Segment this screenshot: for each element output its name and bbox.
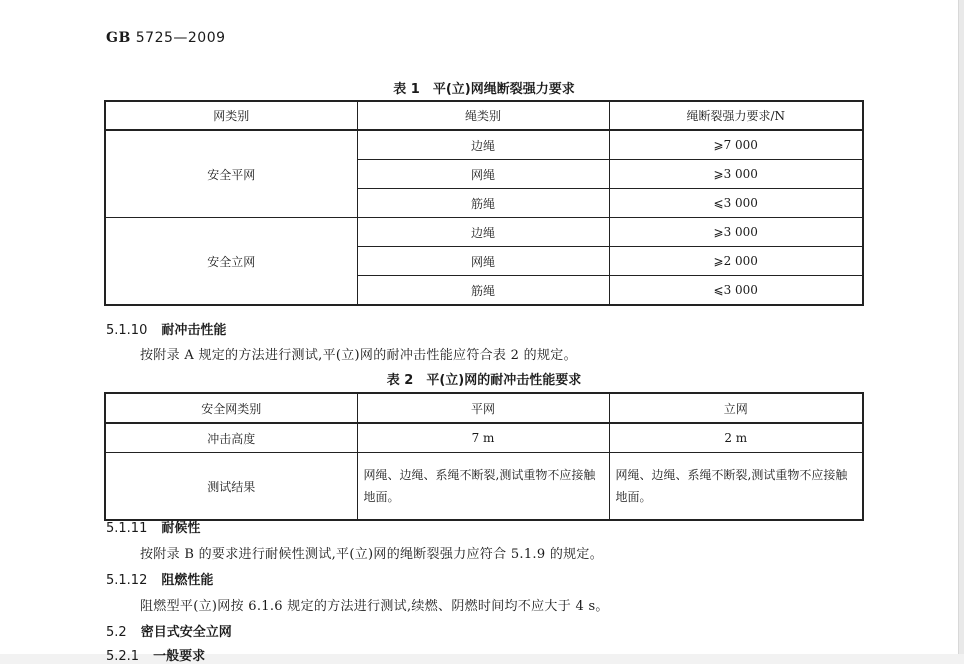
table1-rope-cell: 筋绳: [357, 189, 609, 218]
table1-rope-cell: 网绳: [357, 160, 609, 189]
table2-row-label: 测试结果: [105, 453, 357, 521]
table1-net-type-cell: 安全立网: [105, 218, 357, 306]
table-row: [105, 453, 863, 521]
table1-req-cell: ⩾7 000: [609, 130, 863, 160]
table1-req-cell: ⩾3 000: [609, 218, 863, 247]
standard-header: [106, 30, 226, 46]
table1-rope-strength: [104, 100, 864, 306]
table-row: [105, 130, 863, 160]
table2-impact-resistance: [104, 392, 864, 521]
section-number: 5.2: [106, 625, 127, 640]
table2-col-category: 安全网类别: [105, 393, 357, 423]
section-5-1-12-heading: [106, 569, 213, 588]
table1-col-net-type: 网类别: [105, 101, 357, 130]
table1-col-requirement: 绳断裂强力要求/N: [609, 101, 863, 130]
table1-caption: 表 1 平(立)网绳断裂强力要求: [393, 82, 575, 97]
standard-code: GB: [106, 30, 131, 46]
section-number: 5.1.10: [106, 323, 148, 338]
table1-req-cell: ⩾2 000: [609, 247, 863, 276]
table2-vertical-cell: 2 m: [609, 423, 863, 453]
table1-rope-cell: 网绳: [357, 247, 609, 276]
table1-col-rope-type: 绳类别: [357, 101, 609, 130]
section-5-2-heading: [106, 621, 232, 640]
table1-req-cell: ⩽3 000: [609, 276, 863, 306]
section-title: 密目式安全立网: [140, 625, 232, 640]
table1-req-cell: ⩾3 000: [609, 160, 863, 189]
section-5-1-11-heading: [106, 517, 200, 536]
section-number: 5.2.1: [106, 649, 140, 664]
table2-vertical-cell: 网绳、边绳、系绳不断裂,测试重物不应接触地面。: [609, 453, 863, 521]
table2-col-vertical-net: 立网: [609, 393, 863, 423]
section-5-2-1-heading: [106, 645, 205, 664]
table-row: [105, 218, 863, 247]
table2-row-label: 冲击高度: [105, 423, 357, 453]
section-title: 阻燃性能: [161, 573, 214, 588]
section-title: 一般要求: [153, 649, 206, 664]
table1-header-row: [105, 101, 863, 130]
table1-rope-cell: 边绳: [357, 218, 609, 247]
table1-rope-cell: 边绳: [357, 130, 609, 160]
table1-req-cell: ⩽3 000: [609, 189, 863, 218]
section-5-1-10-heading: [106, 319, 226, 338]
table1-rope-cell: 筋绳: [357, 276, 609, 306]
table1-net-type-cell: 安全平网: [105, 130, 357, 218]
table2-header-row: [105, 393, 863, 423]
table2-flat-cell: 7 m: [357, 423, 609, 453]
table2-col-flat-net: 平网: [357, 393, 609, 423]
section-5-1-12-text: 阻燃型平(立)网按 6.1.6 规定的方法进行测试,续燃、阴燃时间均不应大于 4 s。: [140, 599, 609, 614]
section-title: 耐冲击性能: [161, 323, 227, 338]
section-5-1-11-text: 按附录 B 的要求进行耐候性测试,平(立)网的绳断裂强力应符合 5.1.9 的规定。: [140, 547, 604, 562]
table2-flat-cell: 网绳、边绳、系绳不断裂,测试重物不应接触地面。: [357, 453, 609, 521]
standard-number: 5725—2009: [135, 30, 226, 46]
section-number: 5.1.11: [106, 521, 148, 536]
scrollbar-track[interactable]: [959, 0, 964, 654]
section-title: 耐候性: [161, 521, 201, 536]
section-number: 5.1.12: [106, 573, 148, 588]
section-5-1-10-text: 按附录 A 规定的方法进行测试,平(立)网的耐冲击性能应符合表 2 的规定。: [140, 348, 577, 363]
table-row: [105, 423, 863, 453]
table2-caption: 表 2 平(立)网的耐冲击性能要求: [386, 373, 582, 388]
